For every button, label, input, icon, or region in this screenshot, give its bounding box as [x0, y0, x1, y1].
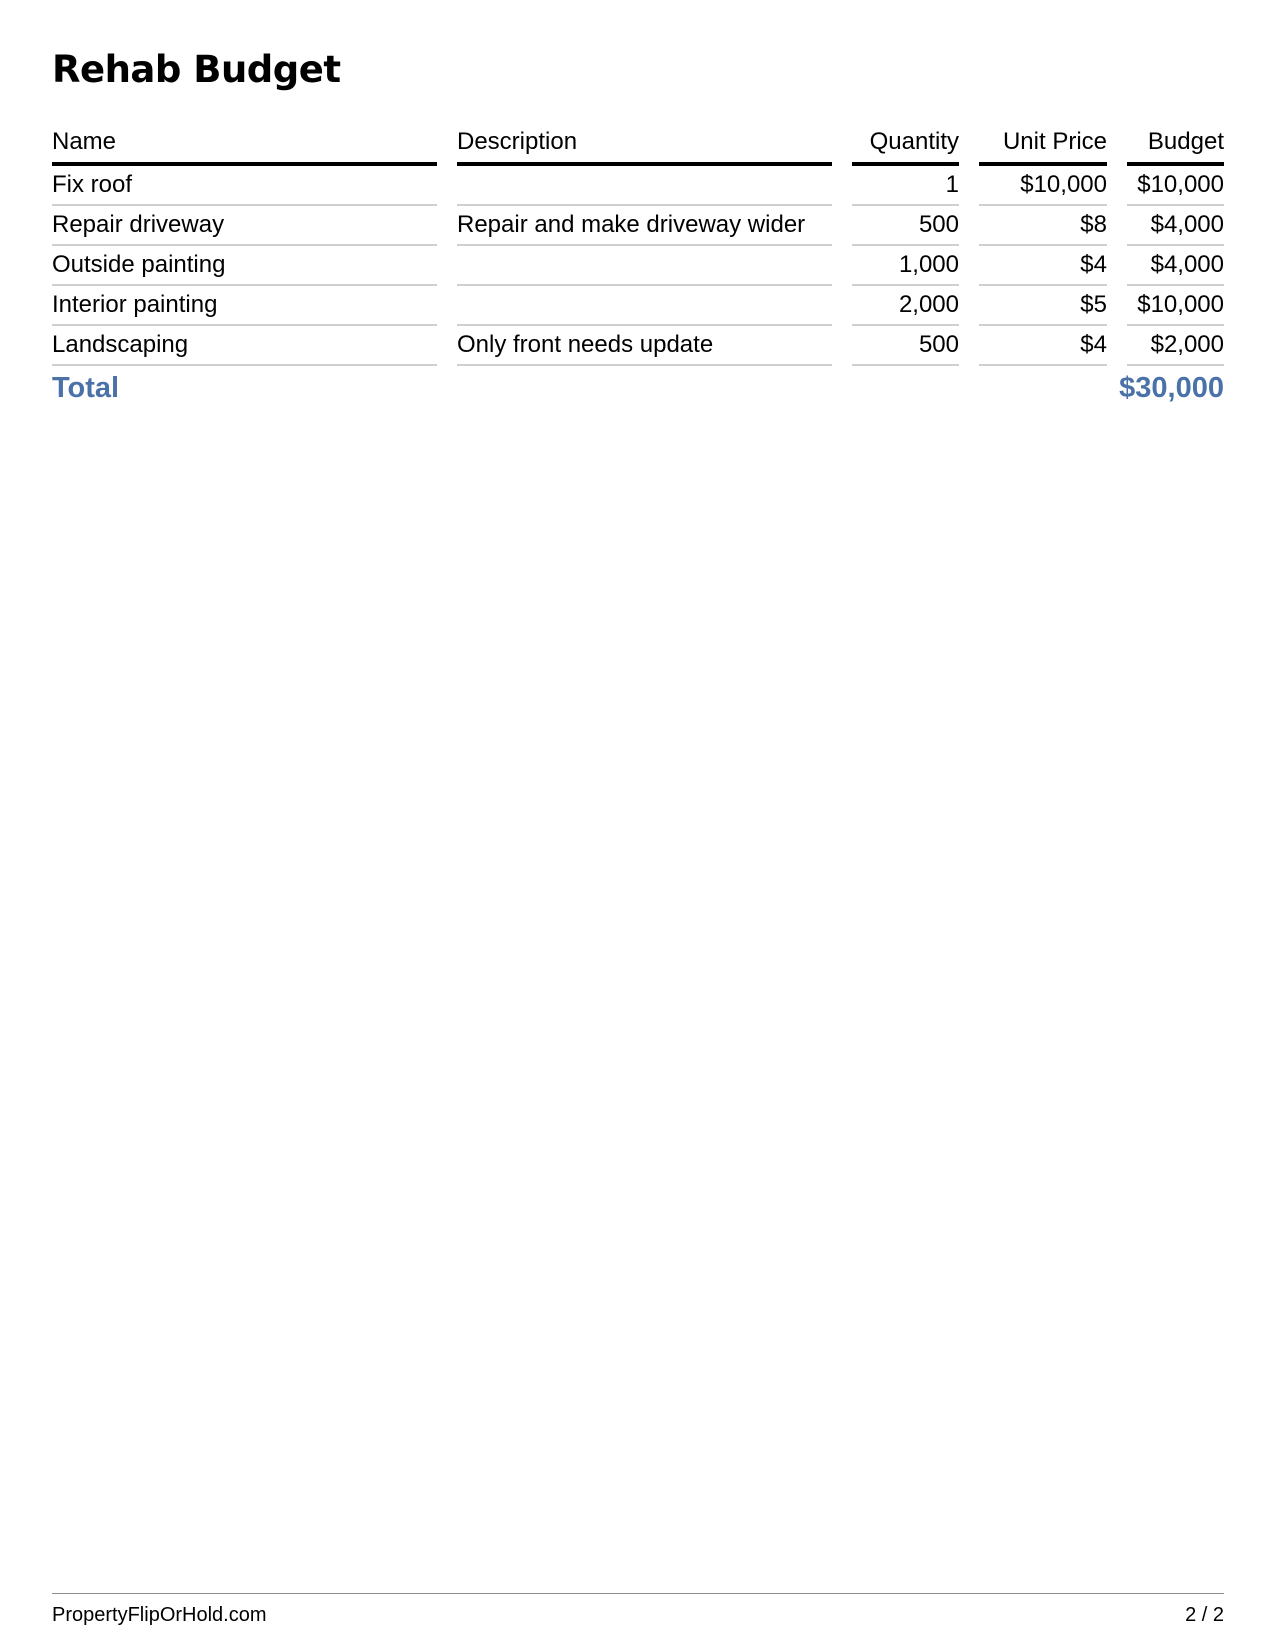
table-body: [52, 164, 1224, 410]
column-header-unit-price: Unit Price: [969, 122, 1117, 164]
table-row: [52, 285, 1224, 325]
total-value: $30,000: [1119, 371, 1224, 404]
cell-name: Landscaping: [52, 325, 447, 365]
cell-unit-price: $8: [969, 205, 1117, 245]
column-header-quantity: Quantity: [842, 122, 969, 164]
cell-unit-price: $4: [969, 245, 1117, 285]
cell-unit-price: $4: [969, 325, 1117, 365]
table-row: [52, 205, 1224, 245]
cell-name: Outside painting: [52, 245, 447, 285]
table-header-row: [52, 122, 1224, 164]
cell-budget: $4,000: [1117, 245, 1224, 285]
rehab-budget-table: [52, 122, 1224, 410]
cell-name: Interior painting: [52, 285, 447, 325]
cell-description: [447, 245, 842, 285]
cell-description: [447, 164, 842, 205]
cell-budget: $10,000: [1117, 285, 1224, 325]
column-header-description: Description: [447, 122, 842, 164]
cell-budget: $4,000: [1117, 205, 1224, 245]
cell-description: Repair and make driveway wider: [447, 205, 842, 245]
footer-page-number: 2 / 2: [1185, 1604, 1224, 1626]
cell-description: [447, 285, 842, 325]
total-label: Total: [52, 371, 120, 404]
page-title: Rehab Budget: [52, 48, 341, 91]
table-row: [52, 245, 1224, 285]
cell-unit-price: $5: [969, 285, 1117, 325]
footer-site-name: PropertyFlipOrHold.com: [52, 1604, 267, 1626]
cell-unit-price: $10,000: [969, 164, 1117, 205]
cell-quantity: 500: [842, 205, 969, 245]
table-header: [52, 122, 1224, 164]
cell-budget: $10,000: [1117, 164, 1224, 205]
cell-description: Only front needs update: [447, 325, 842, 365]
cell-budget: $2,000: [1117, 325, 1224, 365]
cell-name: Repair driveway: [52, 205, 447, 245]
total-row: [52, 365, 1224, 410]
column-header-name: Name: [52, 122, 447, 164]
cell-quantity: 1,000: [842, 245, 969, 285]
table-row: [52, 164, 1224, 205]
cell-quantity: 2,000: [842, 285, 969, 325]
column-header-budget: Budget: [1117, 122, 1224, 164]
cell-quantity: 1: [842, 164, 969, 205]
cell-name: Fix roof: [52, 164, 447, 205]
table-row: [52, 325, 1224, 365]
footer-divider: [52, 1593, 1224, 1594]
cell-quantity: 500: [842, 325, 969, 365]
